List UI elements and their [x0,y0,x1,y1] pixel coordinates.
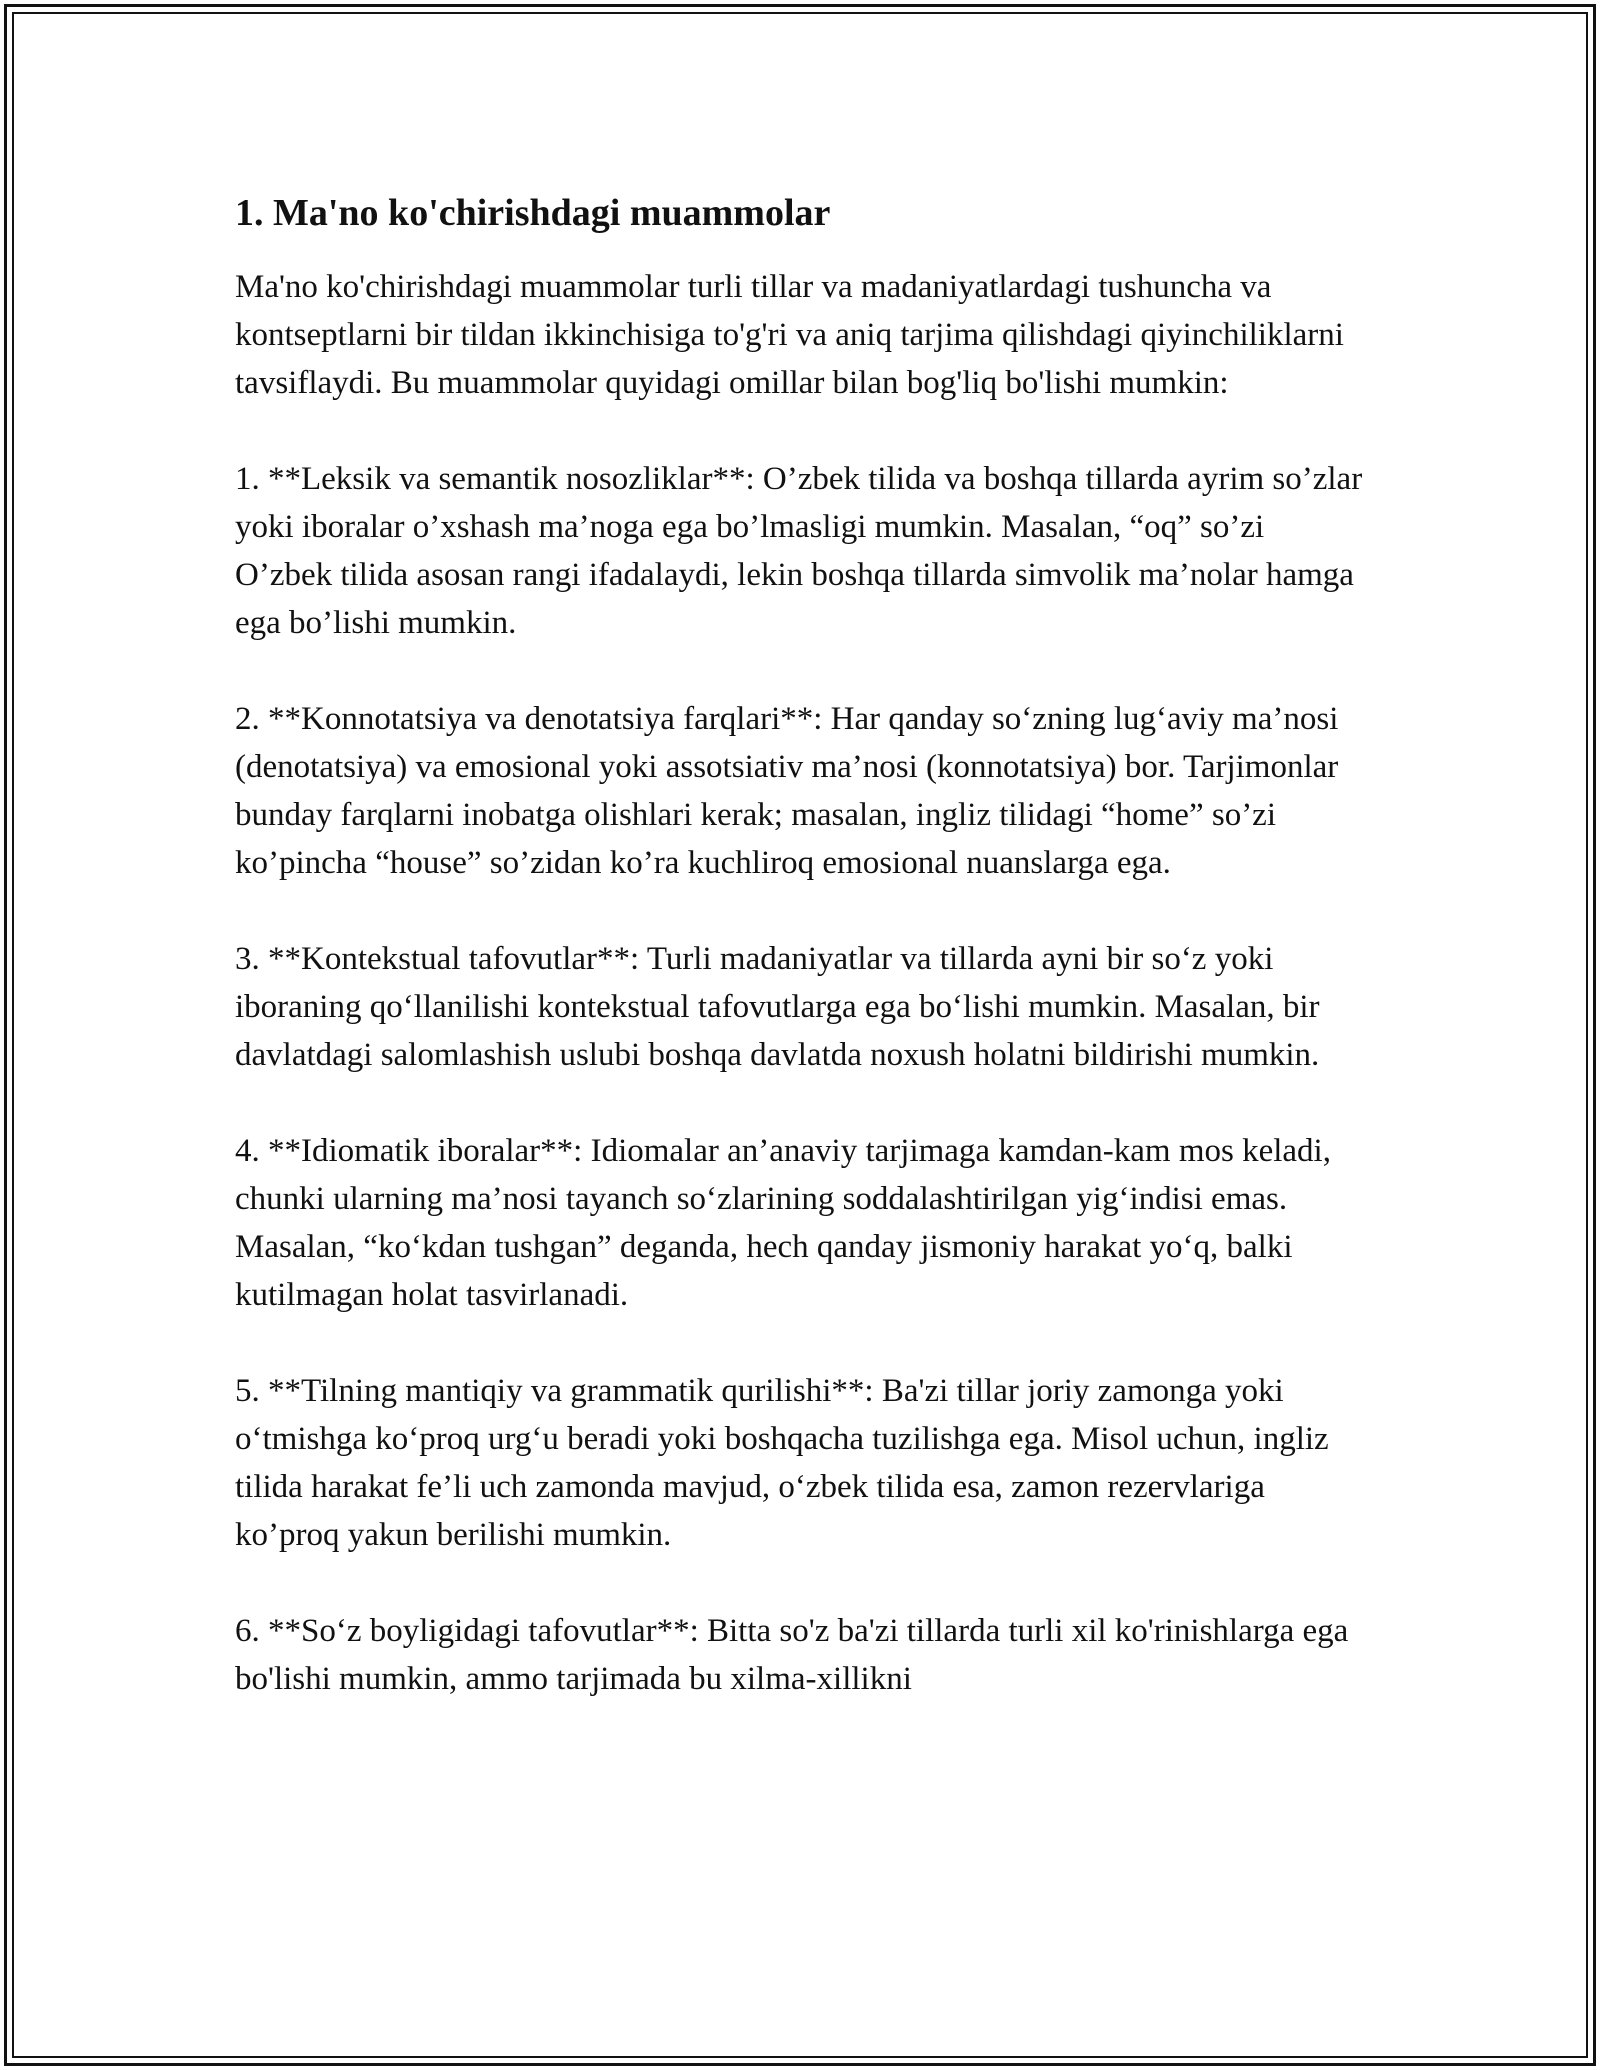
list-item-grammar-structure: 5. **Tilning mantiqiy va grammatik qurilishi**: Ba'zi tillar joriy zamonga yoki o‘tmishga ko‘proq urg‘u beradi yoki boshqacha tuzilishga ega. Misol uchun, ingliz tilida harakat fe’li uch zamonda mavjud, o‘zbek tilida esa, zamon rezervlariga ko’proq yakun berilishi mumkin. [235,1373,1329,1553]
list-item-lexical-semantic: 1. **Leksik va semantik nosozliklar**: O’zbek tilida va boshqa tillarda ayrim so’zlar yoki iboralar o’xshash ma’noga ega bo’lmasligi mumkin. Masalan, “oq” so’zi O’zbek tilida asosan rangi ifadalaydi, lekin boshqa tillarda simvolik ma’nolar hamga ega bo’lishi mumkin. [235,461,1363,641]
list-item-vocabulary-differences: 6. **So‘z boyligidagi tafovutlar**: Bitta so'z ba'zi tillarda turli xil ko'rinishlarga ega bo'lishi mumkin, ammo tarjimada bu xilma-xillikni [235,1613,1349,1697]
section-heading: 1. Ma'no ko'chirishdagi muammolar [235,192,831,234]
list-item-contextual-differences: 3. **Kontekstual tafovutlar**: Turli madaniyatlar va tillarda ayni bir so‘z yoki iboraning qo‘llanilishi kontekstual tafovutlarga ega bo‘lishi mumkin. Masalan, bir davlatdagi salomlashish uslubi boshqa davlatda noxush holatni bildirishi mumkin. [235,941,1320,1073]
list-item-idiomatic-expressions: 4. **Idiomatik iboralar**: Idiomalar an’anaviy tarjimaga kamdan-kam mos keladi, chunki ularning ma’nosi tayanch so‘zlarining soddalashtirilgan yig‘indisi emas. Masalan, “ko‘kdan tushgan” deganda, hech qanday jismoniy harakat yo‘q, balki kutilmagan holat tasvirlanadi. [235,1133,1331,1313]
list-item-connotation-denotation: 2. **Konnotatsiya va denotatsiya farqlari**: Har qanday so‘zning lug‘aviy ma’nosi (denotatsiya) va emosional yoki assotsiativ ma’nosi (konnotatsiya) bor. Tarjimonlar bunday farqlarni inobatga olishlari kerak; masalan, ingliz tilidagi “home” so’zi ko’pincha “house” so’zidan ko’ra kuchliroq emosional nuanslarga ega. [235,701,1339,881]
intro-paragraph: Ma'no ko'chirishdagi muammolar turli tillar va madaniyatlardagi tushuncha va kontseptlarni bir tildan ikkinchisiga to'g'ri va aniq tarjima qilishdagi qiyinchiliklarni tavsiflaydi. Bu muammolar quyidagi omillar bilan bog'liq bo'lishi mumkin: [235,269,1344,401]
document-body [235,185,1365,1703]
